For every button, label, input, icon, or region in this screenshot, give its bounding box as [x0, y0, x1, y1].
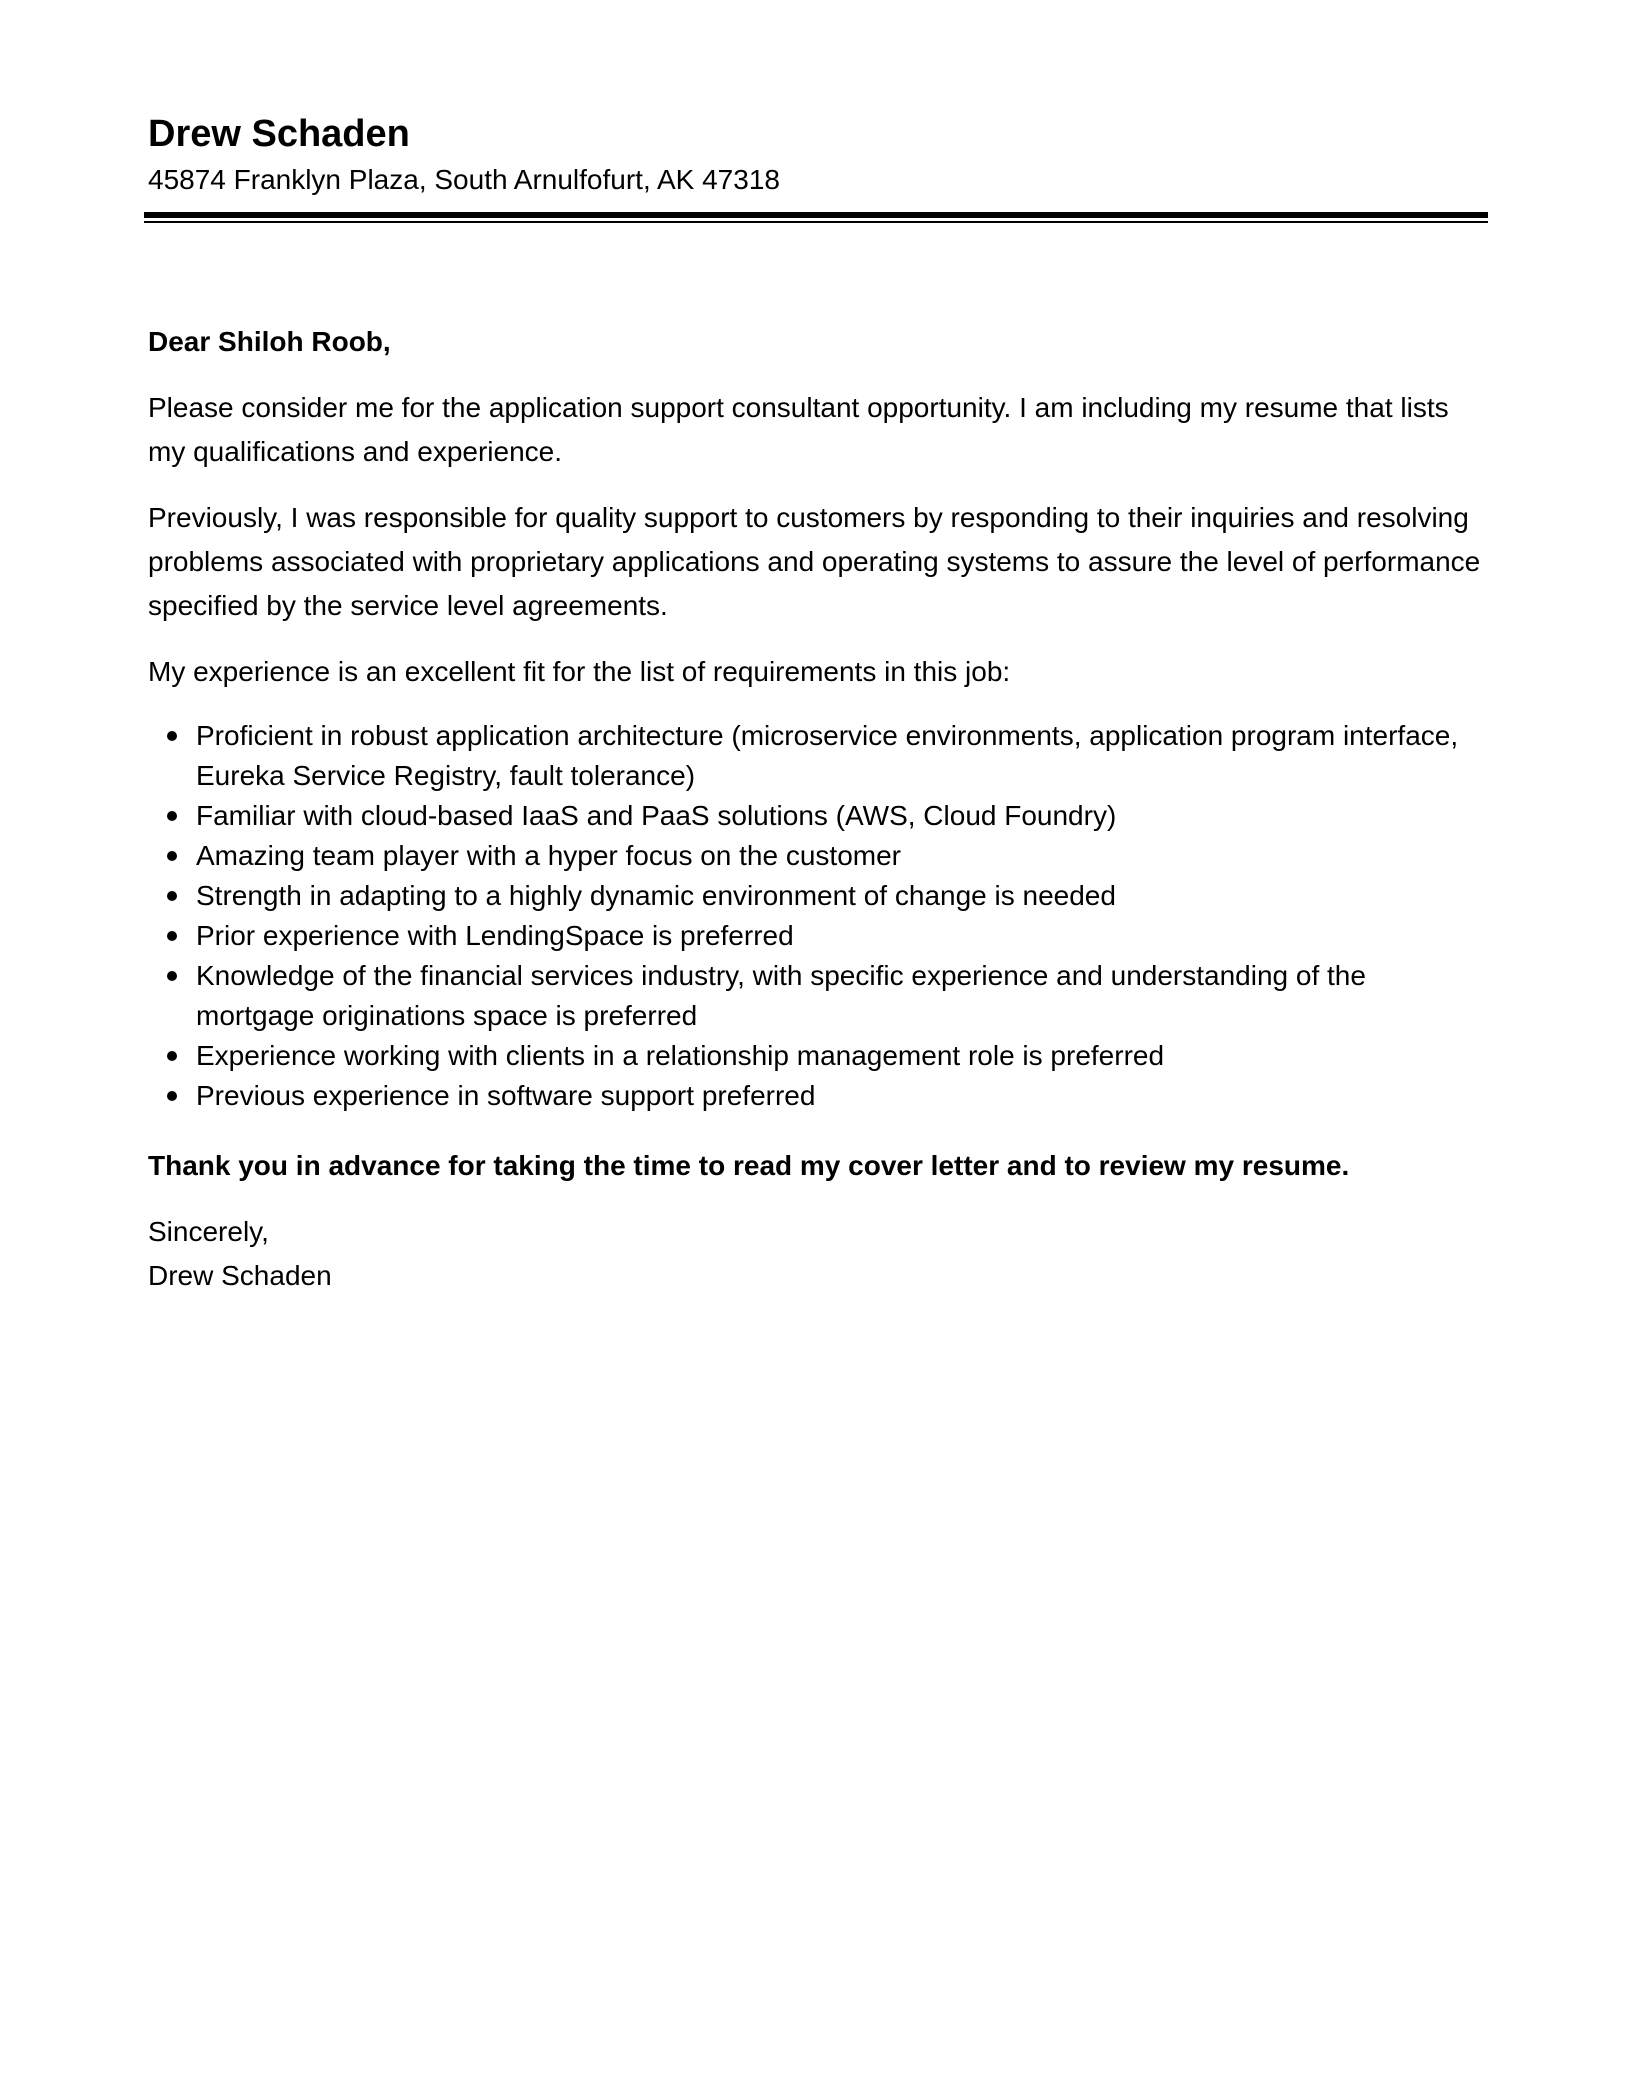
header-divider-thin — [144, 221, 1488, 223]
bullet-icon — [167, 971, 177, 981]
requirement-text: Proficient in robust application architecture (microservice environments, application program interface, Eureka Service Registry, fault tolerance) — [196, 720, 1459, 791]
sender-address: 45874 Franklyn Plaza, South Arnulfofurt, AK 47318 — [148, 164, 780, 195]
list-item — [196, 916, 1488, 956]
header-divider — [144, 212, 1488, 224]
bullet-icon — [167, 851, 177, 861]
list-item — [196, 716, 1488, 796]
list-item — [196, 796, 1488, 836]
paragraph-experience: Previously, I was responsible for quality support to customers by responding to their inquiries and resolving problems associated with proprietary applications and operating systems to assure the level of performance specified by the service level agreements. — [148, 502, 1481, 621]
closing: Sincerely, — [148, 1216, 269, 1247]
bullet-icon — [167, 891, 177, 901]
signature: Drew Schaden — [148, 1260, 332, 1291]
bullet-icon — [167, 931, 177, 941]
paragraph-intro: Please consider me for the application support consultant opportunity. I am including my resume that lists my qualifications and experience. — [148, 392, 1449, 467]
bullet-icon — [167, 1051, 177, 1061]
salutation: Dear Shiloh Roob, — [148, 326, 391, 357]
letter-header — [148, 108, 1488, 200]
paragraph-fit: My experience is an excellent fit for the list of requirements in this job: — [148, 656, 1011, 687]
requirement-text: Familiar with cloud-based IaaS and PaaS solutions (AWS, Cloud Foundry) — [196, 800, 1117, 831]
requirement-text: Experience working with clients in a relationship management role is preferred — [196, 1040, 1165, 1071]
bullet-icon — [167, 811, 177, 821]
list-item — [196, 1076, 1488, 1116]
requirements-list — [148, 716, 1488, 1116]
thanks-line: Thank you in advance for taking the time to read my cover letter and to review my resume. — [148, 1150, 1350, 1181]
bullet-icon — [167, 731, 177, 741]
requirement-text: Prior experience with LendingSpace is preferred — [196, 920, 794, 951]
list-item — [196, 876, 1488, 916]
list-item — [196, 1036, 1488, 1076]
list-item — [196, 956, 1488, 1036]
requirement-text: Knowledge of the financial services industry, with specific experience and understanding of the mortgage originations space is preferred — [196, 960, 1366, 1031]
requirement-text: Previous experience in software support preferred — [196, 1080, 816, 1111]
list-item — [196, 836, 1488, 876]
requirement-text: Strength in adapting to a highly dynamic environment of change is needed — [196, 880, 1116, 911]
bullet-icon — [167, 1091, 177, 1101]
requirement-text: Amazing team player with a hyper focus on the customer — [196, 840, 902, 871]
header-divider-thick — [144, 212, 1488, 218]
letter-body — [148, 320, 1488, 1298]
sender-name: Drew Schaden — [148, 113, 410, 155]
